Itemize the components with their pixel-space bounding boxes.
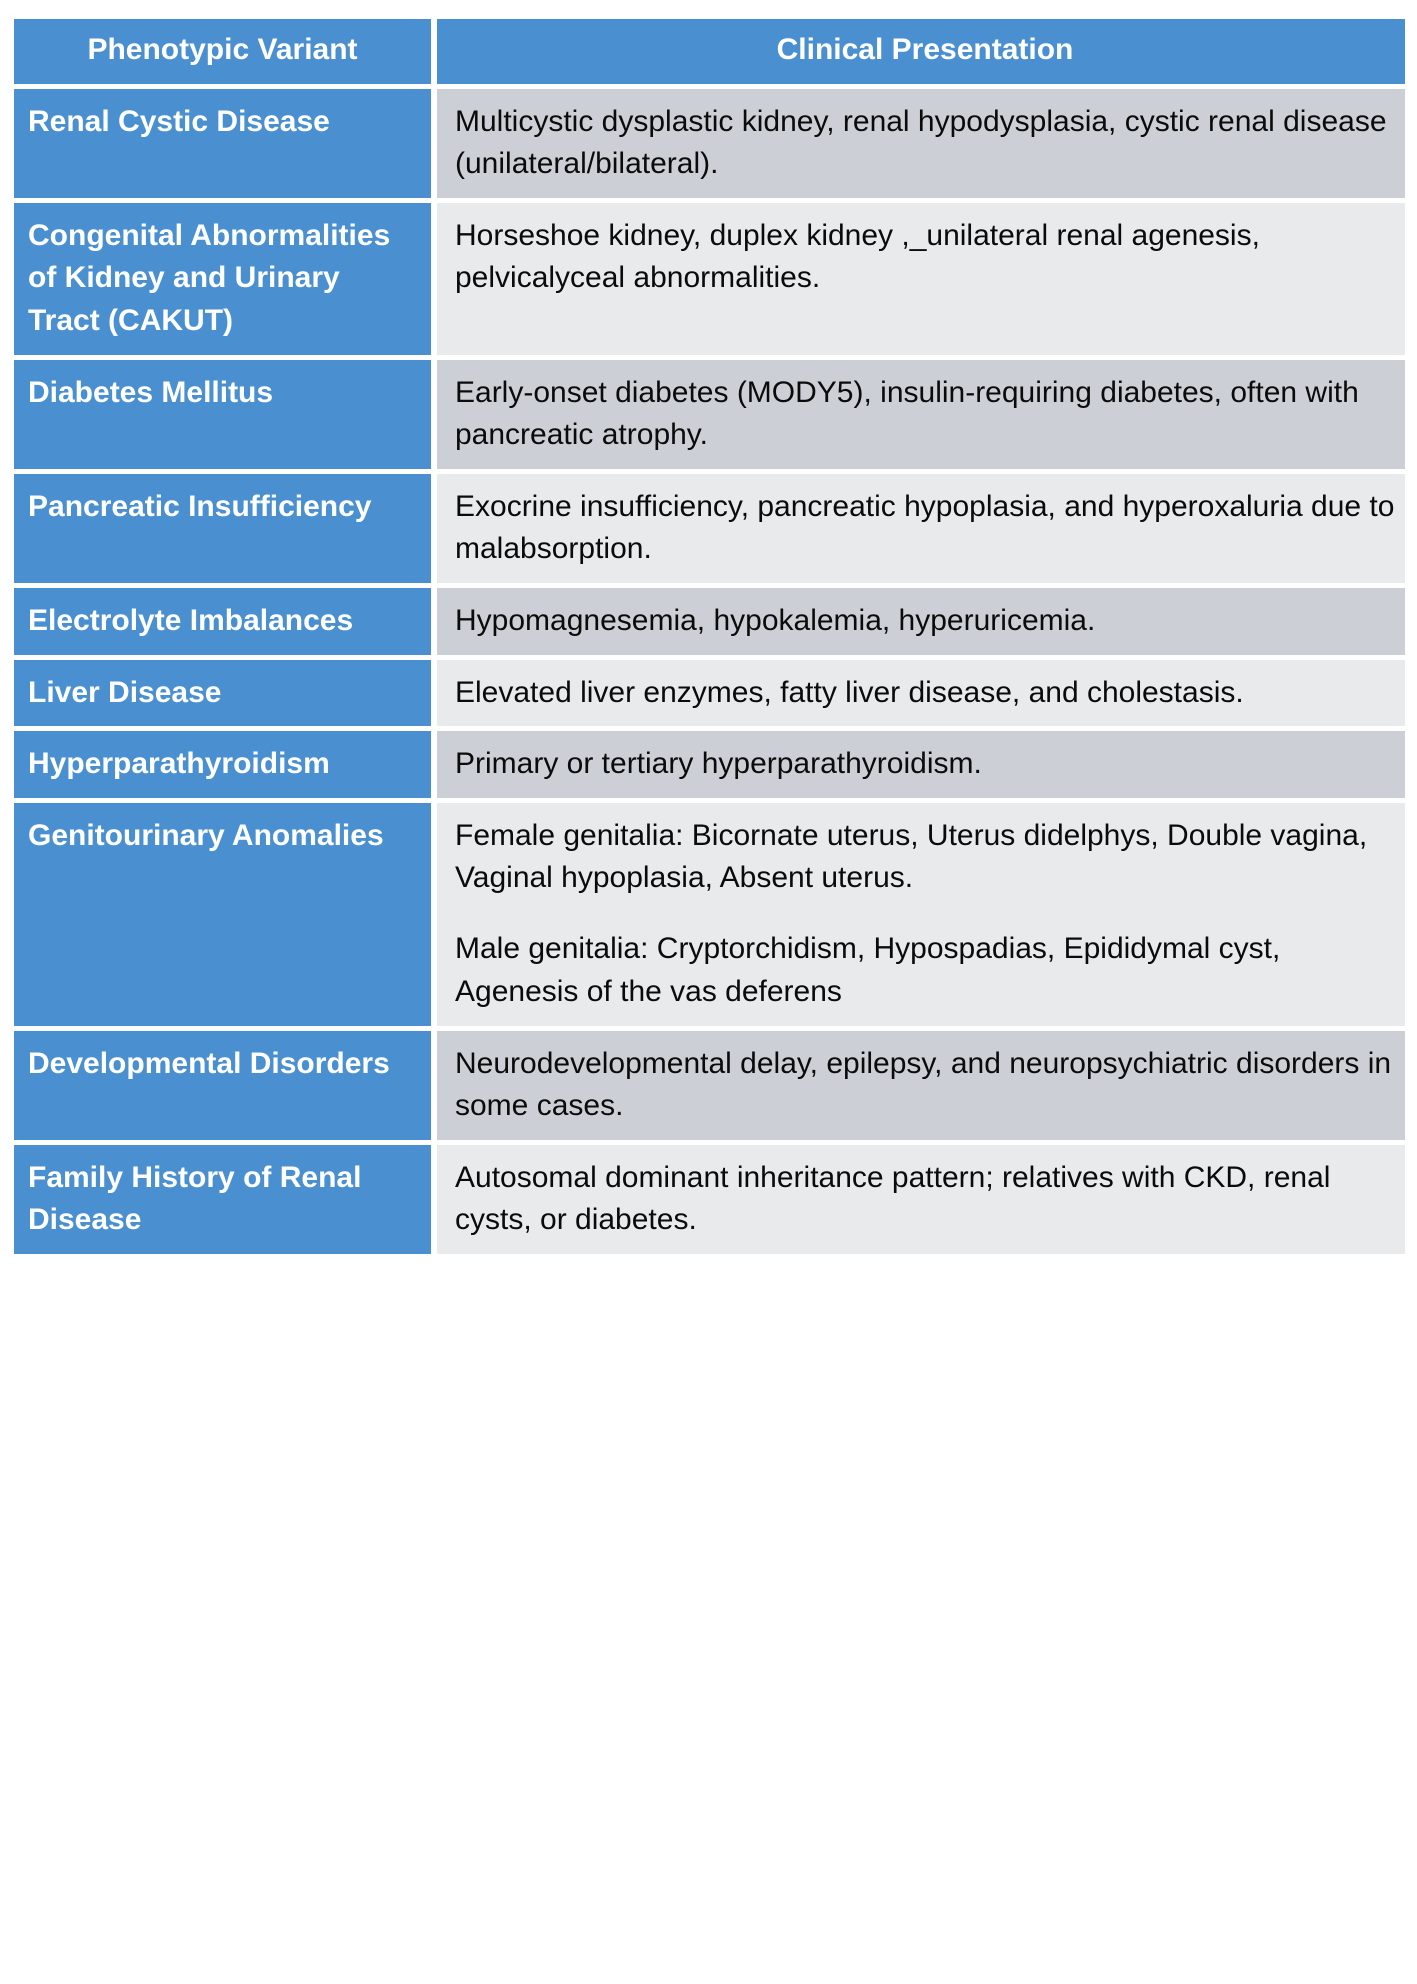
cell-clinical-presentation: Multicystic dysplastic kidney, renal hypodysplasia, cystic renal disease (unilateral/bilateral). xyxy=(437,89,1405,198)
table-row xyxy=(14,1031,1405,1140)
table-row xyxy=(14,203,1405,355)
table-header-row xyxy=(14,19,1405,84)
cell-clinical-presentation: Hypomagnesemia, hypokalemia, hyperuricemia. xyxy=(437,588,1405,655)
column-header-clinical-presentation: Clinical Presentation xyxy=(437,19,1405,84)
presentation-paragraph: Female genitalia: Bicornate uterus, Uterus didelphys, Double vagina, Vaginal hypoplasia, Absent uterus. xyxy=(455,818,1368,895)
cell-clinical-presentation: Neurodevelopmental delay, epilepsy, and neuropsychiatric disorders in some cases. xyxy=(437,1031,1405,1140)
cell-phenotypic-variant: Congenital Abnormalities of Kidney and Urinary Tract (CAKUT) xyxy=(14,203,437,355)
table-header xyxy=(14,19,1405,84)
cell-clinical-presentation: Primary or tertiary hyperparathyroidism. xyxy=(437,731,1405,798)
table-row xyxy=(14,731,1405,798)
cell-clinical-presentation: Autosomal dominant inheritance pattern; relatives with CKD, renal cysts, or diabetes. xyxy=(437,1145,1405,1254)
table-body xyxy=(14,89,1405,1254)
column-header-phenotypic-variant: Phenotypic Variant xyxy=(14,19,437,84)
cell-phenotypic-variant: Renal Cystic Disease xyxy=(14,89,437,198)
cell-clinical-presentation: Exocrine insufficiency, pancreatic hypoplasia, and hyperoxaluria due to malabsorption. xyxy=(437,474,1405,583)
phenotypic-variant-table xyxy=(14,14,1405,1259)
cell-phenotypic-variant: Developmental Disorders xyxy=(14,1031,437,1140)
cell-clinical-presentation: Elevated liver enzymes, fatty liver disease, and cholestasis. xyxy=(437,660,1405,727)
cell-phenotypic-variant: Liver Disease xyxy=(14,660,437,727)
table-row xyxy=(14,89,1405,198)
cell-clinical-presentation: Horseshoe kidney, duplex kidney ,_unilateral renal agenesis, pelvicalyceal abnormalities. xyxy=(437,203,1405,355)
cell-phenotypic-variant: Genitourinary Anomalies xyxy=(14,803,437,1026)
table-row xyxy=(14,803,1405,1026)
cell-phenotypic-variant: Hyperparathyroidism xyxy=(14,731,437,798)
table-row xyxy=(14,360,1405,469)
cell-clinical-presentation: Early-onset diabetes (MODY5), insulin-requiring diabetes, often with pancreatic atrophy. xyxy=(437,360,1405,469)
table-row xyxy=(14,660,1405,727)
cell-phenotypic-variant: Family History of Renal Disease xyxy=(14,1145,437,1254)
cell-phenotypic-variant: Pancreatic Insufficiency xyxy=(14,474,437,583)
cell-phenotypic-variant: Electrolyte Imbalances xyxy=(14,588,437,655)
cell-clinical-presentation xyxy=(437,803,1405,1026)
presentation-paragraph: Male genitalia: Cryptorchidism, Hypospadias, Epididymal cyst, Agenesis of the vas deferens xyxy=(455,932,1281,1008)
table-row xyxy=(14,474,1405,583)
cell-phenotypic-variant: Diabetes Mellitus xyxy=(14,360,437,469)
table-row xyxy=(14,1145,1405,1254)
table-row xyxy=(14,588,1405,655)
